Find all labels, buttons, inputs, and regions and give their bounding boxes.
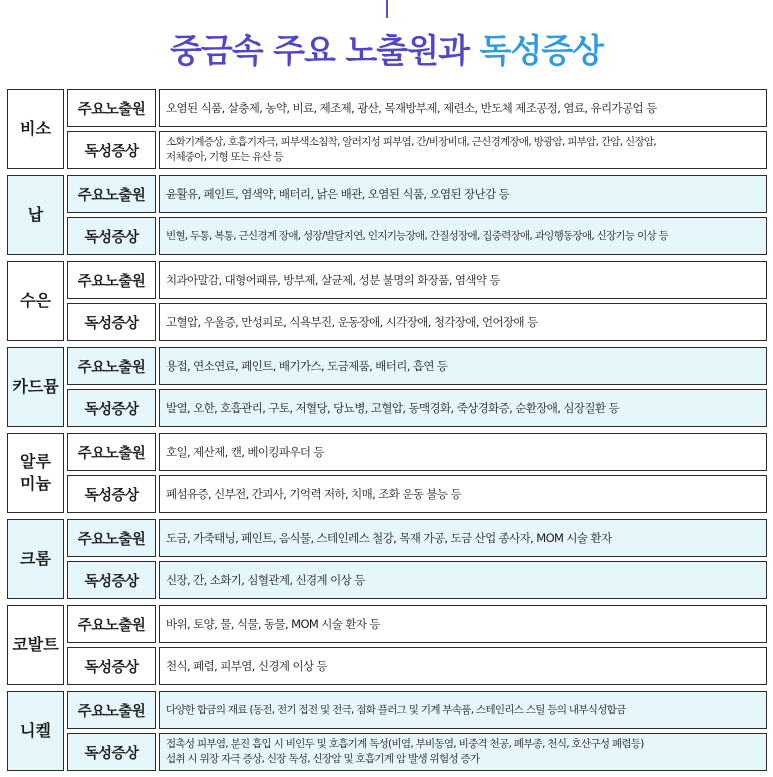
symptom-text: 접촉성 피부염, 분진 흡입 시 비인두 및 호흡기계 독성(비염, 부비동염, 비중격 천공, 폐부종, 천식, 호산구성 폐렴등) 섭취 시 위장 자극 증상, 신장 독성, 신장암 및 호흡기계 암 발생 위험성 증가 — [159, 733, 767, 771]
source-label: 주요노출원 — [67, 433, 156, 471]
title-part-2: 과 — [438, 31, 480, 70]
source-label: 주요노출원 — [67, 519, 156, 557]
source-text: 바위, 토양, 물, 식물, 동물, MOM 시술 환자 등 — [159, 605, 767, 643]
metal-name: 알루 미늄 — [7, 433, 64, 513]
source-text: 호일, 제산제, 캔, 베이킹파우더 등 — [159, 433, 767, 471]
symptom-label: 독성증상 — [67, 131, 156, 169]
source-text: 도금, 가죽태닝, 페인트, 음식물, 스테인레스 철강, 목재 가공, 도금 산업 종사자, MOM 시술 환자 — [159, 519, 767, 557]
source-label: 주요노출원 — [67, 605, 156, 643]
metal-group-mercury — [7, 261, 767, 341]
symptom-text: 발열, 오한, 호흡관리, 구토, 저혈당, 당뇨병, 고혈압, 동맥경화, 죽상경화증, 순환장애, 심장질환 등 — [159, 389, 767, 427]
source-text: 용접, 연소연료, 페인트, 배기가스, 도금제품, 배터리, 흡연 등 — [159, 347, 767, 385]
metal-name: 니켈 — [7, 691, 64, 771]
metal-group-chromium — [7, 519, 767, 599]
symptom-text: 신장, 간, 소화기, 심혈관계, 신경계 이상 등 — [159, 561, 767, 599]
metal-group-cobalt — [7, 605, 767, 685]
source-text: 치과아말감, 대형어패류, 방부제, 살균제, 성분 불명의 화장품, 염색약 등 — [159, 261, 767, 299]
title-part-1: 중금속 주요 노출원 — [170, 31, 439, 70]
symptom-label: 독성증상 — [67, 647, 156, 685]
metal-name: 크롬 — [7, 519, 64, 599]
metal-name: 납 — [7, 175, 64, 255]
metal-group-aluminium — [7, 433, 767, 513]
symptom-label: 독성증상 — [67, 733, 156, 771]
source-label: 주요노출원 — [67, 89, 156, 127]
source-text: 오염된 식품, 살충제, 농약, 비료, 제조제, 광산, 목재방부제, 제련소, 반도체 제조공정, 염료, 유리가공업 등 — [159, 89, 767, 127]
symptom-text: 천식, 폐렴, 피부염, 신경계 이상 등 — [159, 647, 767, 685]
metal-name: 카드뮴 — [7, 347, 64, 427]
symptom-text: 소화기계증상, 호흡기자극, 피부색소침착, 알러지성 피부염, 간/비장비대, 근신경계장애, 방광암, 피부암, 간암, 신장암, 저체중아, 기형 또는 유산 등 — [159, 131, 767, 169]
symptom-text: 폐섬유증, 신부전, 간괴사, 기억력 저하, 치매, 조화 운동 불능 등 — [159, 475, 767, 513]
symptom-label: 독성증상 — [67, 475, 156, 513]
metal-group-cadmium — [7, 347, 767, 427]
metal-group-lead — [7, 175, 767, 255]
symptom-label: 독성증상 — [67, 389, 156, 427]
source-label: 주요노출원 — [67, 347, 156, 385]
source-text: 다양한 합금의 재료 (동전, 전기 접전 및 전극, 점화 플러그 및 기계 부속품, 스테인리스 스틸 등의 내부식성합금 — [159, 691, 767, 729]
symptom-label: 독성증상 — [67, 303, 156, 341]
top-divider-line — [386, 0, 388, 18]
metal-name: 코발트 — [7, 605, 64, 685]
title-part-3: 독성증상 — [479, 31, 603, 70]
page-title — [0, 26, 773, 76]
source-label: 주요노출원 — [67, 691, 156, 729]
symptom-text: 고혈압, 우울증, 만성피로, 식욕부진, 운동장애, 시각장애, 청각장애, 언어장애 등 — [159, 303, 767, 341]
metal-name: 수은 — [7, 261, 64, 341]
symptom-label: 독성증상 — [67, 217, 156, 255]
metal-table — [7, 89, 767, 777]
symptom-text: 빈혈, 두통, 복통, 근신경계 장애, 성장/발달지연, 인지기능장애, 간질성장애, 집중력장애, 과잉행동장애, 신장기능 이상 등 — [159, 217, 767, 255]
source-label: 주요노출원 — [67, 175, 156, 213]
source-label: 주요노출원 — [67, 261, 156, 299]
metal-group-nickel — [7, 691, 767, 771]
metal-group-arsenic — [7, 89, 767, 169]
metal-name: 비소 — [7, 89, 64, 169]
source-text: 윤활유, 페인트, 염색약, 배터리, 낡은 배관, 오염된 식품, 오염된 장난감 등 — [159, 175, 767, 213]
symptom-label: 독성증상 — [67, 561, 156, 599]
